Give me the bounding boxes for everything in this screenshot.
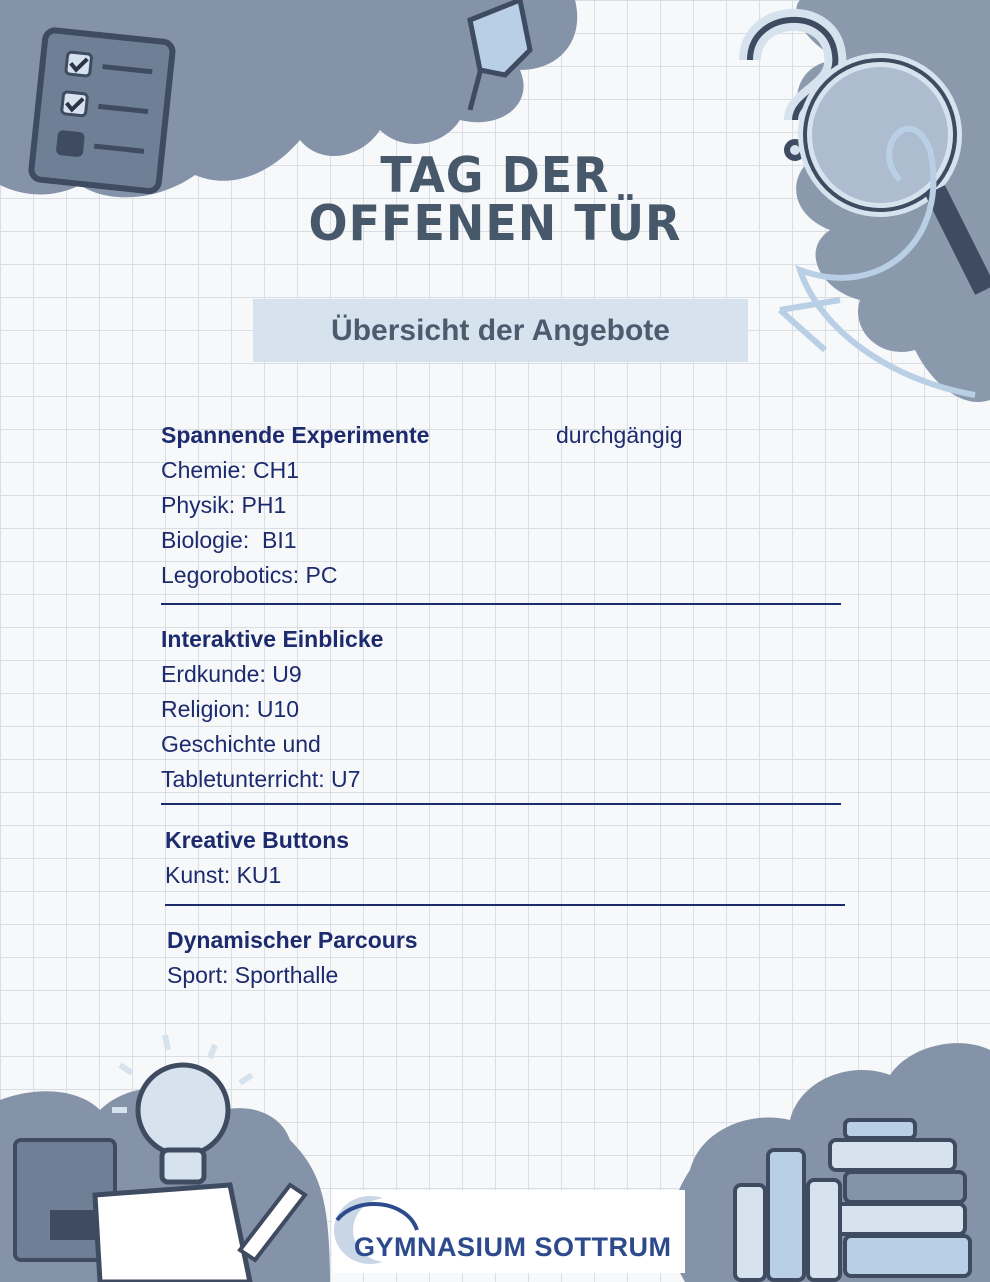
section-line: Erdkunde: U9	[161, 661, 302, 687]
section-heading: Kreative Buttons	[165, 827, 350, 853]
school-logo	[332, 1190, 685, 1273]
section-line: Sport: Sporthalle	[167, 962, 339, 988]
section-line: Geschichte und	[161, 731, 321, 757]
page-title-line2: OFFENEN TÜR	[308, 194, 682, 252]
section-line: Kunst: KU1	[165, 862, 282, 888]
section-heading: Dynamischer Parcours	[167, 927, 418, 953]
section-insights	[161, 622, 383, 797]
divider	[161, 603, 841, 605]
subtitle-banner	[253, 299, 748, 362]
section-line: Chemie: CH1	[161, 457, 300, 483]
section-heading: Spannende Experimente	[161, 422, 430, 448]
section-line: Tabletunterricht: U7	[161, 766, 361, 792]
section-line: Religion: U10	[161, 696, 300, 722]
section-parcours	[167, 923, 418, 993]
section-note: durchgängig	[556, 422, 683, 448]
subtitle: Übersicht der Angebote	[331, 313, 670, 347]
section-line: Legorobotics: PC	[161, 562, 338, 588]
divider	[165, 904, 845, 906]
logo-text: GYMNASIUM SOTTRUM	[354, 1232, 672, 1262]
section-line: Physik: PH1	[161, 492, 287, 518]
section-heading: Interaktive Einblicke	[161, 626, 384, 652]
section-line: Biologie: BI1	[161, 527, 297, 553]
section-experiments	[161, 418, 429, 593]
section-creative	[165, 823, 349, 893]
divider	[161, 803, 841, 805]
page-title-line1: TAG DER	[380, 146, 610, 204]
